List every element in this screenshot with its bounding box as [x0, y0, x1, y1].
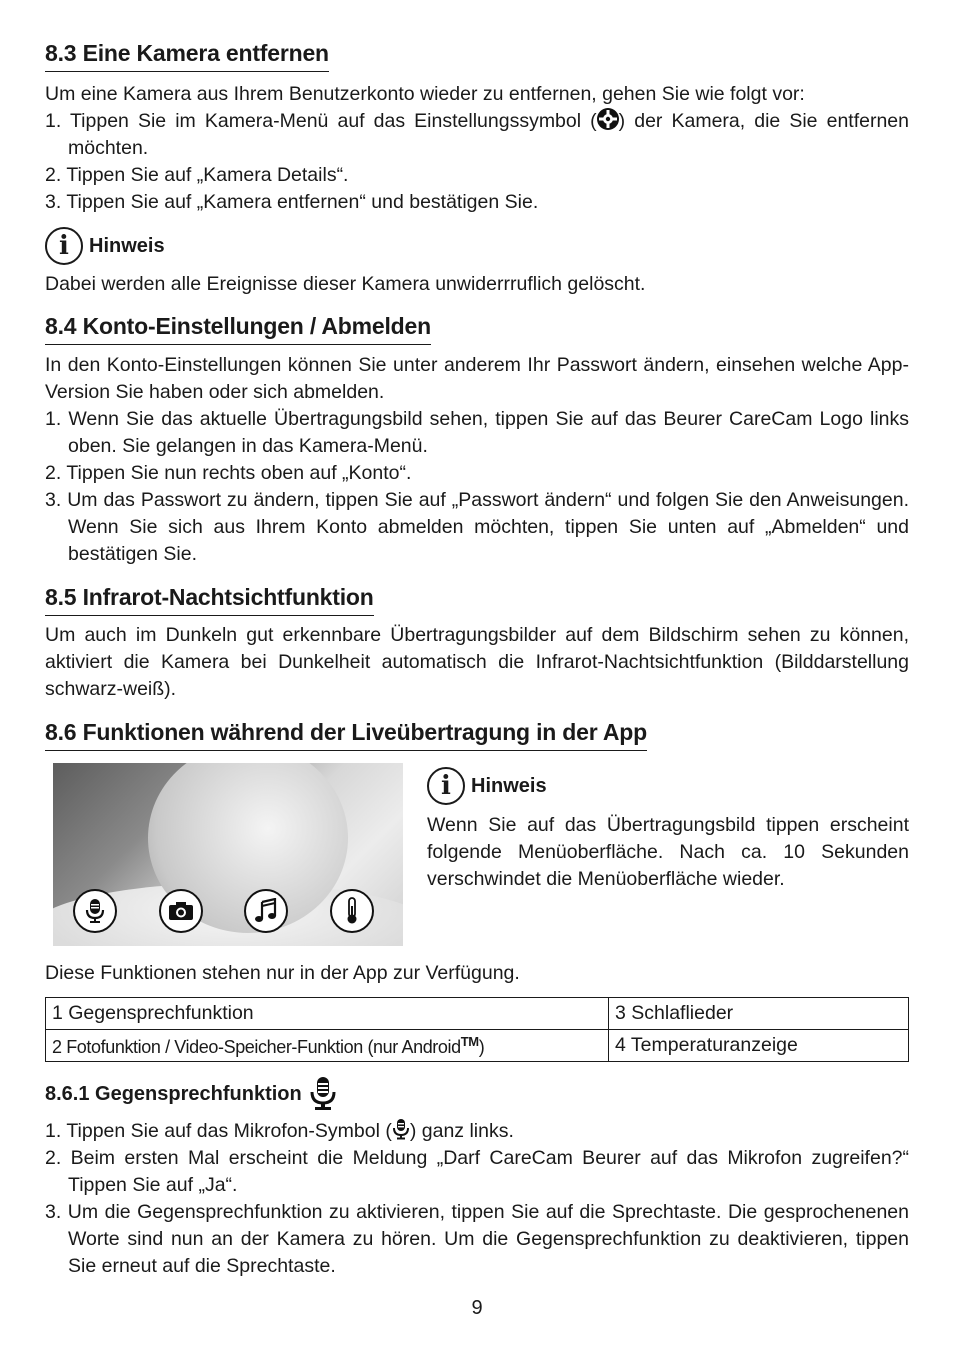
- table-row: [46, 998, 909, 1030]
- page-number: 9: [471, 1297, 483, 1319]
- section-8-6-1-title: 8.6.1 Gegensprechfunktion: [45, 1076, 338, 1112]
- section-8-6-note-heading: [427, 767, 547, 805]
- section-8-5-text: Um auch im Dunkeln gut erkennbare Übertragungsbilder auf dem Bildschirm sehen zu können, aktiviert die Kamera bei Dunkelheit automatisch die Infrarot-Nachtsichtfunktion (Bilddarstellung schwarz-weiß).: [45, 624, 909, 700]
- table-cell: 2 Fotofunktion / Video-Speicher-Funktion (nur Android™): [46, 1030, 609, 1062]
- section-8-4-step-3: 3. Um das Passwort zu ändern, tippen Sie auf „Passwort ändern“ und folgen Sie den Anweisungen. Wenn Sie sich aus Ihrem Konto abmelden möchten, tippen Sie unten auf „Abmelden“ und bestätigen Sie.: [45, 489, 909, 565]
- section-8-4-title: 8.4 Konto-Einstellungen / Abmelden: [45, 313, 431, 345]
- section-8-3-note-text: Dabei werden alle Ereignisse dieser Kamera unwiderrruflich gelöscht.: [45, 273, 646, 295]
- gear-icon: [597, 108, 619, 130]
- section-8-6-title: 8.6 Funktionen während der Liveübertragung in der App: [45, 719, 647, 751]
- section-8-6-1-step-2: 2. Beim ersten Mal erscheint die Meldung „Darf CareCam Beurer auf das Mikrofon zugreifen?“ Tippen Sie auf „Ja“.: [45, 1147, 909, 1196]
- camera-icon[interactable]: [159, 889, 203, 933]
- section-8-4-steps: [45, 406, 909, 568]
- section-8-5-heading-wrap: [39, 584, 374, 616]
- section-8-6-availability: Diese Funktionen stehen nur in der App zur Verfügung.: [45, 962, 520, 984]
- microphone-icon: [392, 1118, 410, 1140]
- section-8-3-note-title: Hinweis: [89, 234, 165, 257]
- section-8-3-intro: Um eine Kamera aus Ihrem Benutzerkonto wieder zu entfernen, gehen Sie wie folgt vor:: [45, 83, 805, 105]
- music-glyph: [254, 898, 278, 924]
- table-cell: 1 Gegensprechfunktion: [46, 998, 609, 1030]
- section-8-3-step-2: 2. Tippen Sie auf „Kamera Details“.: [45, 164, 349, 186]
- info-icon: i: [427, 767, 465, 805]
- camera-glyph: [168, 901, 194, 921]
- section-8-6-1-step-3: 3. Um die Gegensprechfunktion zu aktivieren, tippen Sie auf die Sprechtaste. Die gesprochenenen Worte sind nun an der Kamera zu hören. Um die Gegensprechfunktion zu deaktivieren, tippen Sie erneut auf die Sprechtaste.: [45, 1201, 909, 1277]
- microphone-icon[interactable]: [73, 889, 117, 933]
- section-8-4-step-1: 1. Wenn Sie das aktuelle Übertragungsbild sehen, tippen Sie auf das Beurer CareCam Logo links oben. Sie gelangen in das Kamera-Menü.: [45, 408, 909, 457]
- function-table: [45, 997, 909, 1062]
- section-8-3-note-heading: [45, 227, 165, 265]
- table-cell: 3 Schlaflieder: [609, 998, 909, 1030]
- section-8-6-1-steps: [45, 1118, 909, 1280]
- section-8-3-steps: [45, 108, 909, 216]
- section-8-6-note-title: Hinweis: [471, 774, 547, 797]
- section-8-4-intro: In den Konto-Einstellungen können Sie unter anderem Ihr Passwort ändern, einsehen welche App-Version Sie haben oder sich abmelden.: [45, 354, 909, 403]
- section-8-4-step-2: 2. Tippen Sie nun rechts oben auf „Konto“.: [45, 462, 412, 484]
- section-8-6-1-step-1: 1. Tippen Sie auf das Mikrofon-Symbol ( ) ganz links.: [45, 1120, 514, 1142]
- table-cell: 4 Temperaturanzeige: [609, 1030, 909, 1062]
- section-8-3-title: 8.3 Eine Kamera entfernen: [45, 40, 329, 72]
- microphone-glyph: [84, 898, 106, 924]
- microphone-icon: [308, 1076, 338, 1112]
- table-row: [46, 1030, 909, 1062]
- music-note-icon[interactable]: [244, 889, 288, 933]
- section-8-3-step-1: 1. Tippen Sie im Kamera-Menü auf das Einstellungssymbol ( ) der Kamera, die Sie entfernen möchten.: [45, 110, 909, 159]
- section-8-6-heading-wrap: [39, 719, 647, 751]
- info-icon: i: [45, 227, 83, 265]
- section-8-6-note-text: Wenn Sie auf das Übertragungsbild tippen erscheint folgende Menüoberfläche. Nach ca. 10 Sekunden verschwindet die Menüoberfläche wieder.: [427, 814, 909, 890]
- section-8-3-step-3: 3. Tippen Sie auf „Kamera entfernen“ und bestätigen Sie.: [45, 191, 539, 213]
- section-8-5-title: 8.5 Infrarot-Nachtsichtfunktion: [45, 584, 374, 616]
- section-8-4-heading-wrap: [39, 313, 431, 345]
- trademark-mark: TM: [460, 1033, 479, 1049]
- thermometer-icon[interactable]: [330, 889, 374, 933]
- section-8-3-heading-wrap: [39, 40, 329, 72]
- thermometer-glyph: [345, 897, 359, 925]
